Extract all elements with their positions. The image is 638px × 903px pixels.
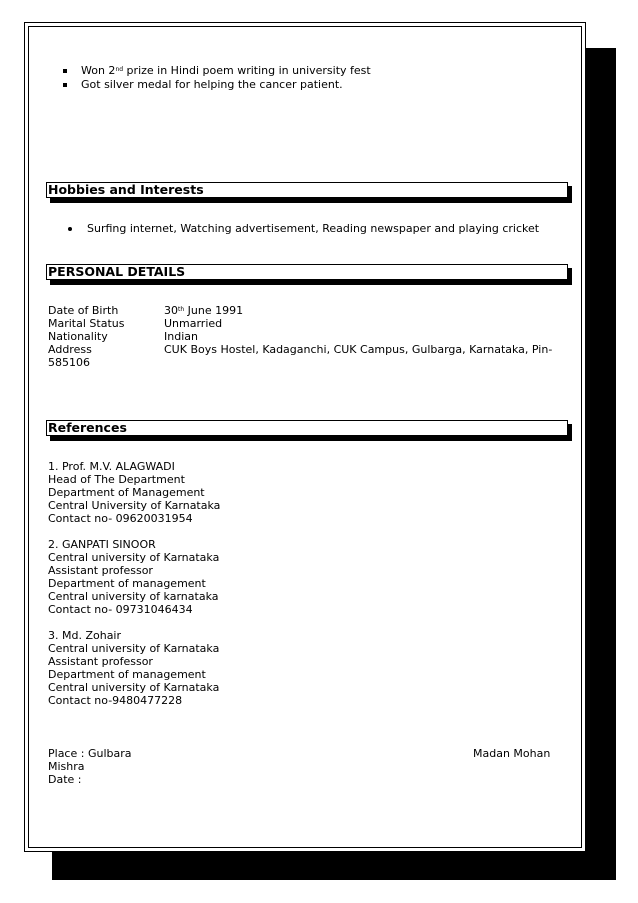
section-heading-personal: PERSONAL DETAILS [46, 264, 568, 280]
reference-line: Contact no- 09620031954 [48, 512, 193, 525]
reference-entry [48, 460, 220, 525]
nationality-label: Nationality [48, 330, 108, 343]
achievement-item: Got silver medal for helping the cancer patient. [81, 78, 343, 91]
reference-line: Department of management [48, 668, 206, 681]
marital-value: Unmarried [164, 317, 223, 330]
section-heading-hobbies: Hobbies and Interests [46, 182, 568, 198]
reference-entry [48, 538, 219, 616]
reference-line: Central university of Karnataka [48, 642, 220, 655]
date-line: Date : [48, 773, 82, 786]
reference-line: Contact no- 09731046434 [48, 603, 193, 616]
reference-entry [48, 629, 219, 707]
nationality-value: Indian [164, 330, 198, 343]
achievement-item: Won 2nd prize in Hindi poem writing in university fest [81, 64, 371, 77]
dob-value: 30th June 1991 [164, 304, 244, 317]
dob-label: Date of Birth [48, 304, 119, 317]
address-label: Address [48, 343, 92, 356]
address-continuation: 585106 [48, 356, 90, 369]
marital-label: Marital Status [48, 317, 125, 330]
bullet-icon [63, 69, 67, 73]
reference-line: Central university of Karnataka [48, 681, 220, 694]
signature-name: Madan Mohan [473, 747, 551, 760]
reference-line: 2. GANPATI SINOOR [48, 538, 156, 551]
reference-line: Department of management [48, 577, 206, 590]
hobby-item: Surfing internet, Watching advertisement, Reading newspaper and playing cricket [87, 222, 540, 235]
reference-line: 1. Prof. M.V. ALAGWADI [48, 460, 175, 473]
reference-line: Contact no-9480477228 [48, 694, 183, 707]
address-value: CUK Boys Hostel, Kadaganchi, CUK Campus, Gulbarga, Karnataka, Pin- [164, 343, 553, 356]
section-heading-references: References [46, 420, 568, 436]
reference-line: Central university of karnataka [48, 590, 219, 603]
signature-name-continuation: Mishra [48, 760, 85, 773]
reference-line: Assistant professor [48, 655, 153, 668]
reference-line: Department of Management [48, 486, 205, 499]
bullet-icon [63, 83, 67, 87]
place-line: Place : Gulbara [48, 747, 132, 760]
reference-line: Head of The Department [48, 473, 185, 486]
reference-line: Assistant professor [48, 564, 153, 577]
reference-line: Central University of Karnataka [48, 499, 221, 512]
bullet-icon [68, 227, 72, 231]
reference-line: 3. Md. Zohair [48, 629, 122, 642]
reference-line: Central university of Karnataka [48, 551, 220, 564]
